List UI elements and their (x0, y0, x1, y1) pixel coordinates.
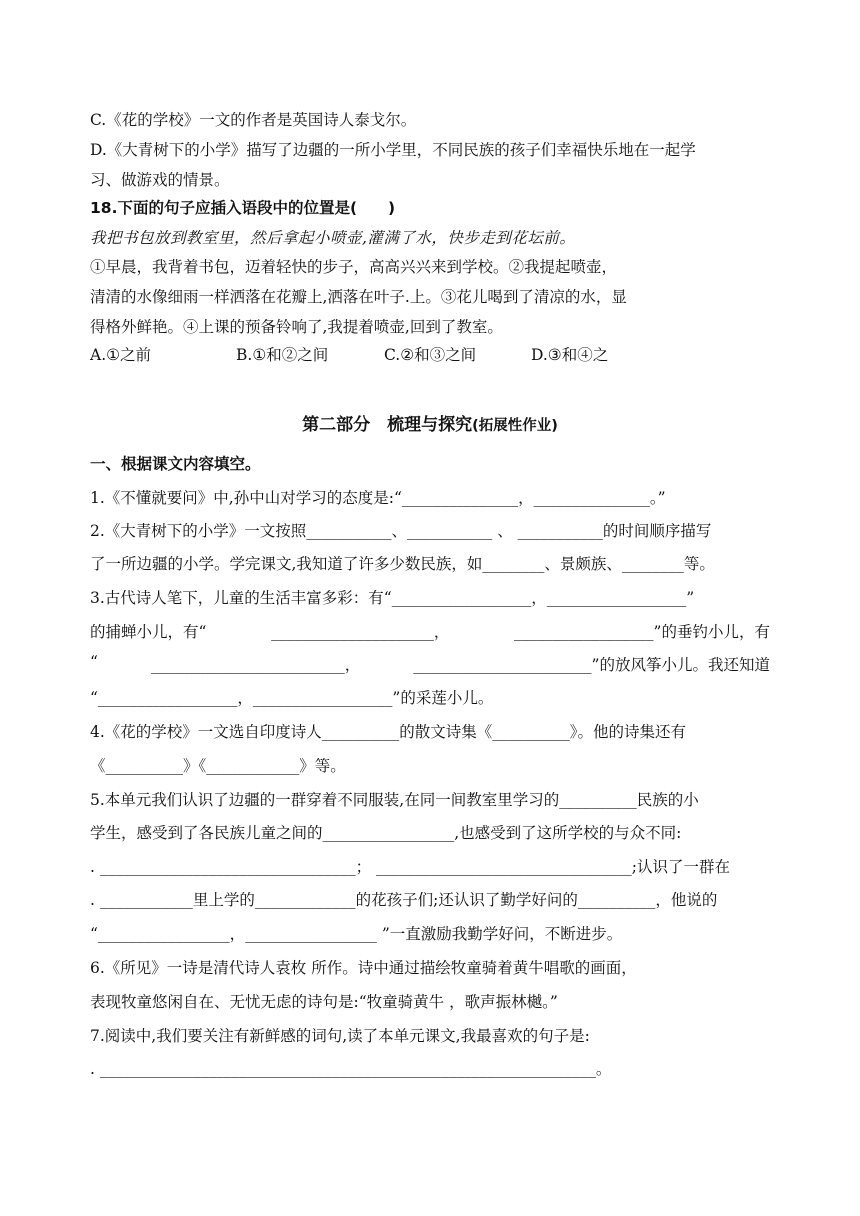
fill-q3-quote: “ (90, 653, 98, 671)
fill-q5-line1: 5.本单元我们认识了边疆的一群穿着不同服装,在同一间教室里学习的__________民族的小 (90, 791, 699, 809)
fill-q3-blank-b[interactable]: _________________________， (150, 656, 361, 674)
part2-title (0, 410, 860, 435)
q18-option-a[interactable]: A.①之前 (90, 346, 152, 364)
fill-q6-line2: 表现牧童悠闲自在、无忧无虑的诗句是:“牧童骑黄牛 ，歌声振林樾。” (90, 993, 558, 1011)
q18-option-b[interactable]: B.①和②之间 (236, 346, 329, 364)
fill-q3-line3 (90, 653, 770, 675)
fill-q2-line1: 2.《大青树下的小学》一文按照___________、___________ 、 ___________的时间顺序描写 (90, 522, 712, 540)
fill-q5-line4: . ____________里上学的_____________的花孩子们;还认识了勤学好问的__________，他说的 (90, 891, 718, 909)
fill-q4-line2: 《__________》《____________》等。 (90, 757, 346, 775)
fill-q6-line1: 6.《所见》一诗是清代诗人袁枚 所作。诗中通过描绘牧童骑着黄牛唱歌的画面， (90, 959, 637, 977)
section1-heading: 一、根据课文内容填空。 (90, 455, 261, 473)
fill-q3-line1: 3.古代诗人笔下，儿童的生活丰富多彩：有“__________________，__________________” (90, 589, 695, 607)
q18-passage-line3: 得格外鲜艳。④上课的预备铃响了,我提着喷壶,回到了教室。 (90, 318, 503, 336)
fill-q5-line2: 学生，感受到了各民族儿童之间的_________________,也感受到了这所学校的与众不同: (90, 824, 682, 842)
part2-title-sub: (拓展性作业) (472, 418, 558, 434)
option-d-line1: D.《大青树下的小学》描写了边疆的一所小学里，不同民族的孩子们幸福快乐地在一起学 (90, 141, 696, 159)
q18-insert-sentence: 我把书包放到教室里，然后拿起小喷壶,灌满了水，快步走到花坛前。 (90, 229, 576, 247)
q18-passage-line2: 清清的水像细雨一样洒落在花瓣上,洒落在叶子.上。③花儿喝到了清凉的水，显 (90, 288, 627, 306)
q18-option-c[interactable]: C.②和③之间 (384, 346, 477, 364)
fill-q2-line2: 了一所边疆的小学。学完课文,我知道了许多少数民族，如________、景颇族、________等。 (90, 555, 715, 573)
option-d-line2: 习、做游戏的情景。 (90, 171, 230, 189)
fill-q3-text-b: __________________”的垂钓小儿，有 (514, 623, 770, 641)
fill-q3-text-a: 的捕蝉小儿，有“ (90, 623, 207, 641)
q18-passage-line1: ①早晨，我背着书包，迈着轻快的步子，高高兴兴来到学校。②我提起喷壶， (90, 258, 618, 276)
fill-q5-line3: . _________________________________； _________________________________;认识了一群在 (90, 858, 731, 876)
fill-q3-text-c: _______________________”的放风筝小儿。我还知道 (413, 656, 770, 674)
fill-q3-blank-a[interactable]: _____________________， (271, 623, 450, 641)
q18-stem: 18.下面的句子应插入语段中的位置是( ) (90, 199, 396, 217)
fill-q7-line1: 7.阅读中,我们要关注有新鲜感的词句,读了本单元课文,我最喜欢的句子是: (90, 1027, 590, 1045)
fill-q3-line2 (90, 620, 770, 642)
fill-q7-line2: . ________________________________________________________________。 (90, 1060, 612, 1078)
part2-title-main: 第二部分 梳理与探究 (302, 415, 473, 435)
fill-q1: 1.《不懂就要问》中,孙中山对学习的态度是:“_______________，_______________。” (90, 489, 666, 507)
fill-q4-line1: 4.《花的学校》一文选自印度诗人__________的散文诗集《__________》。他的诗集还有 (90, 723, 687, 741)
fill-q5-line5: “_________________，_________________ ”一直激励我勤学好问，不断进步。 (90, 925, 623, 943)
q18-options (90, 343, 608, 365)
q18-option-d[interactable]: D.③和④之 (531, 346, 609, 364)
option-c: C.《花的学校》一文的作者是英国诗人泰戈尔。 (90, 111, 417, 129)
fill-q3-line4: “__________________，__________________”的采莲小儿。 (90, 689, 494, 707)
